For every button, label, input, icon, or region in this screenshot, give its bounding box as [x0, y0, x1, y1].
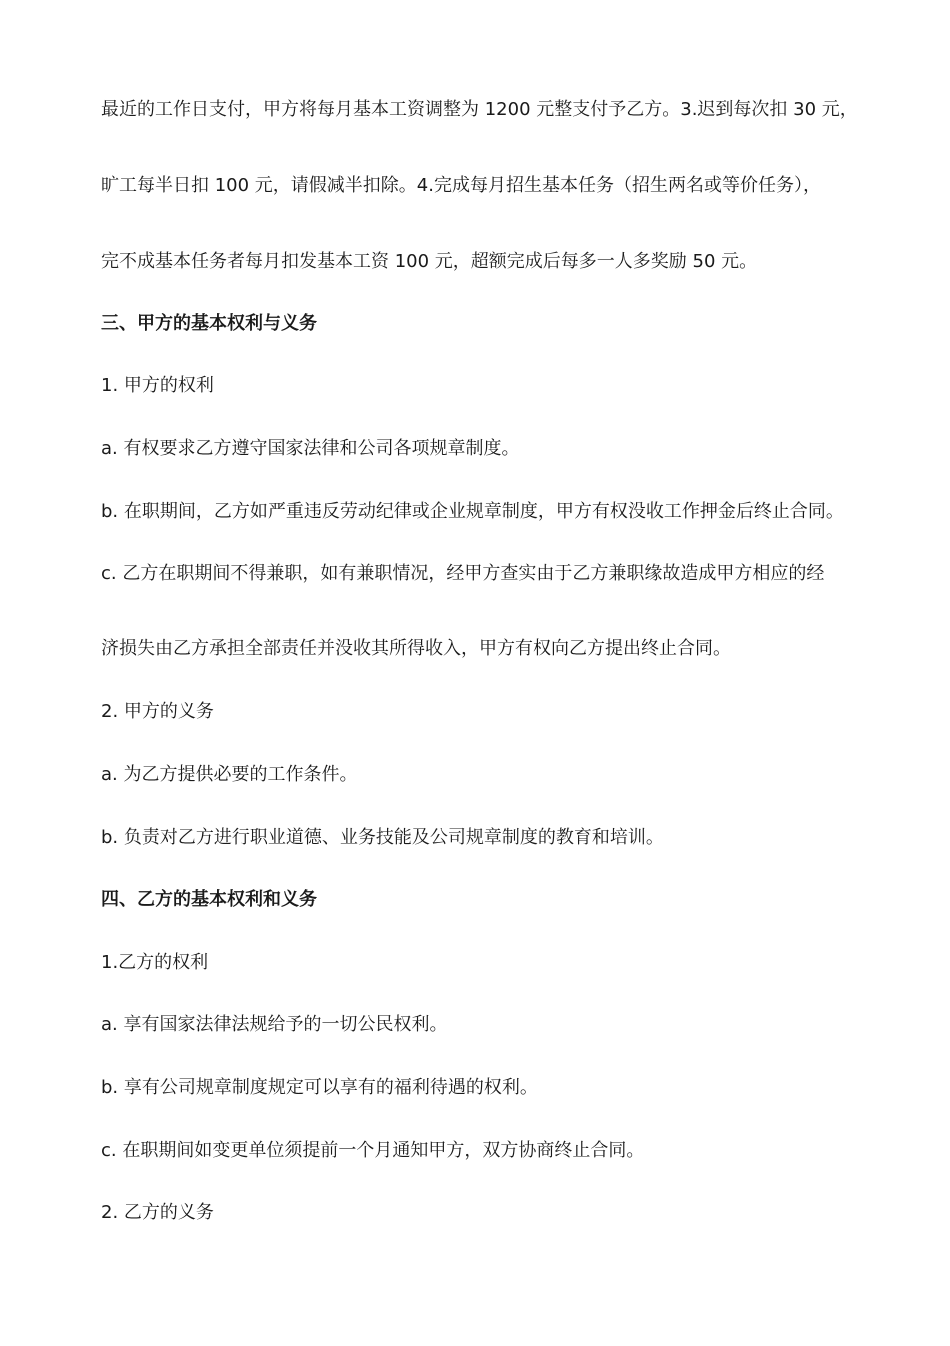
subsection-party-b-rights: 1.乙方的权利: [101, 952, 209, 973]
list-item-b-rights-a: a. 享有国家法律法规给予的一切公民权利。: [101, 1014, 448, 1035]
list-item-a-rights-a: a. 有权要求乙方遵守国家法律和公司各项规章制度。: [101, 438, 520, 459]
section-heading-party-b: 四、乙方的基本权利和义务: [101, 889, 317, 910]
paragraph-line-absence: 旷工每半日扣 100 元，请假减半扣除。4.完成每月招生基本任务（招生两名或等价任务），: [101, 175, 821, 196]
list-item-a-rights-c-cont: 济损失由乙方承担全部责任并没收其所得收入，甲方有权向乙方提出终止合同。: [101, 638, 731, 659]
list-item-a-rights-c: c. 乙方在职期间不得兼职，如有兼职情况，经甲方查实由于乙方兼职缘故造成甲方相应的经: [101, 563, 825, 584]
list-item-a-rights-b: b. 在职期间，乙方如严重违反劳动纪律或企业规章制度，甲方有权没收工作押金后终止合同。: [101, 501, 844, 522]
paragraph-line-bonus: 完不成基本任务者每月扣发基本工资 100 元，超额完成后每多一人多奖励 50 元。: [101, 251, 758, 272]
list-item-b-rights-b: b. 享有公司规章制度规定可以享有的福利待遇的权利。: [101, 1077, 538, 1098]
subsection-party-b-duties: 2. 乙方的义务: [101, 1202, 214, 1223]
subsection-party-a-duties: 2. 甲方的义务: [101, 701, 214, 722]
list-item-b-rights-c: c. 在职期间如变更单位须提前一个月通知甲方，双方协商终止合同。: [101, 1140, 645, 1161]
section-heading-party-a: 三、甲方的基本权利与义务: [101, 313, 317, 334]
list-item-a-duties-a: a. 为乙方提供必要的工作条件。: [101, 764, 358, 785]
subsection-party-a-rights: 1. 甲方的权利: [101, 375, 214, 396]
paragraph-line-salary: 最近的工作日支付，甲方将每月基本工资调整为 1200 元整支付予乙方。3.迟到每次扣 30 元，: [101, 99, 858, 120]
list-item-a-duties-b: b. 负责对乙方进行职业道德、业务技能及公司规章制度的教育和培训。: [101, 827, 664, 848]
